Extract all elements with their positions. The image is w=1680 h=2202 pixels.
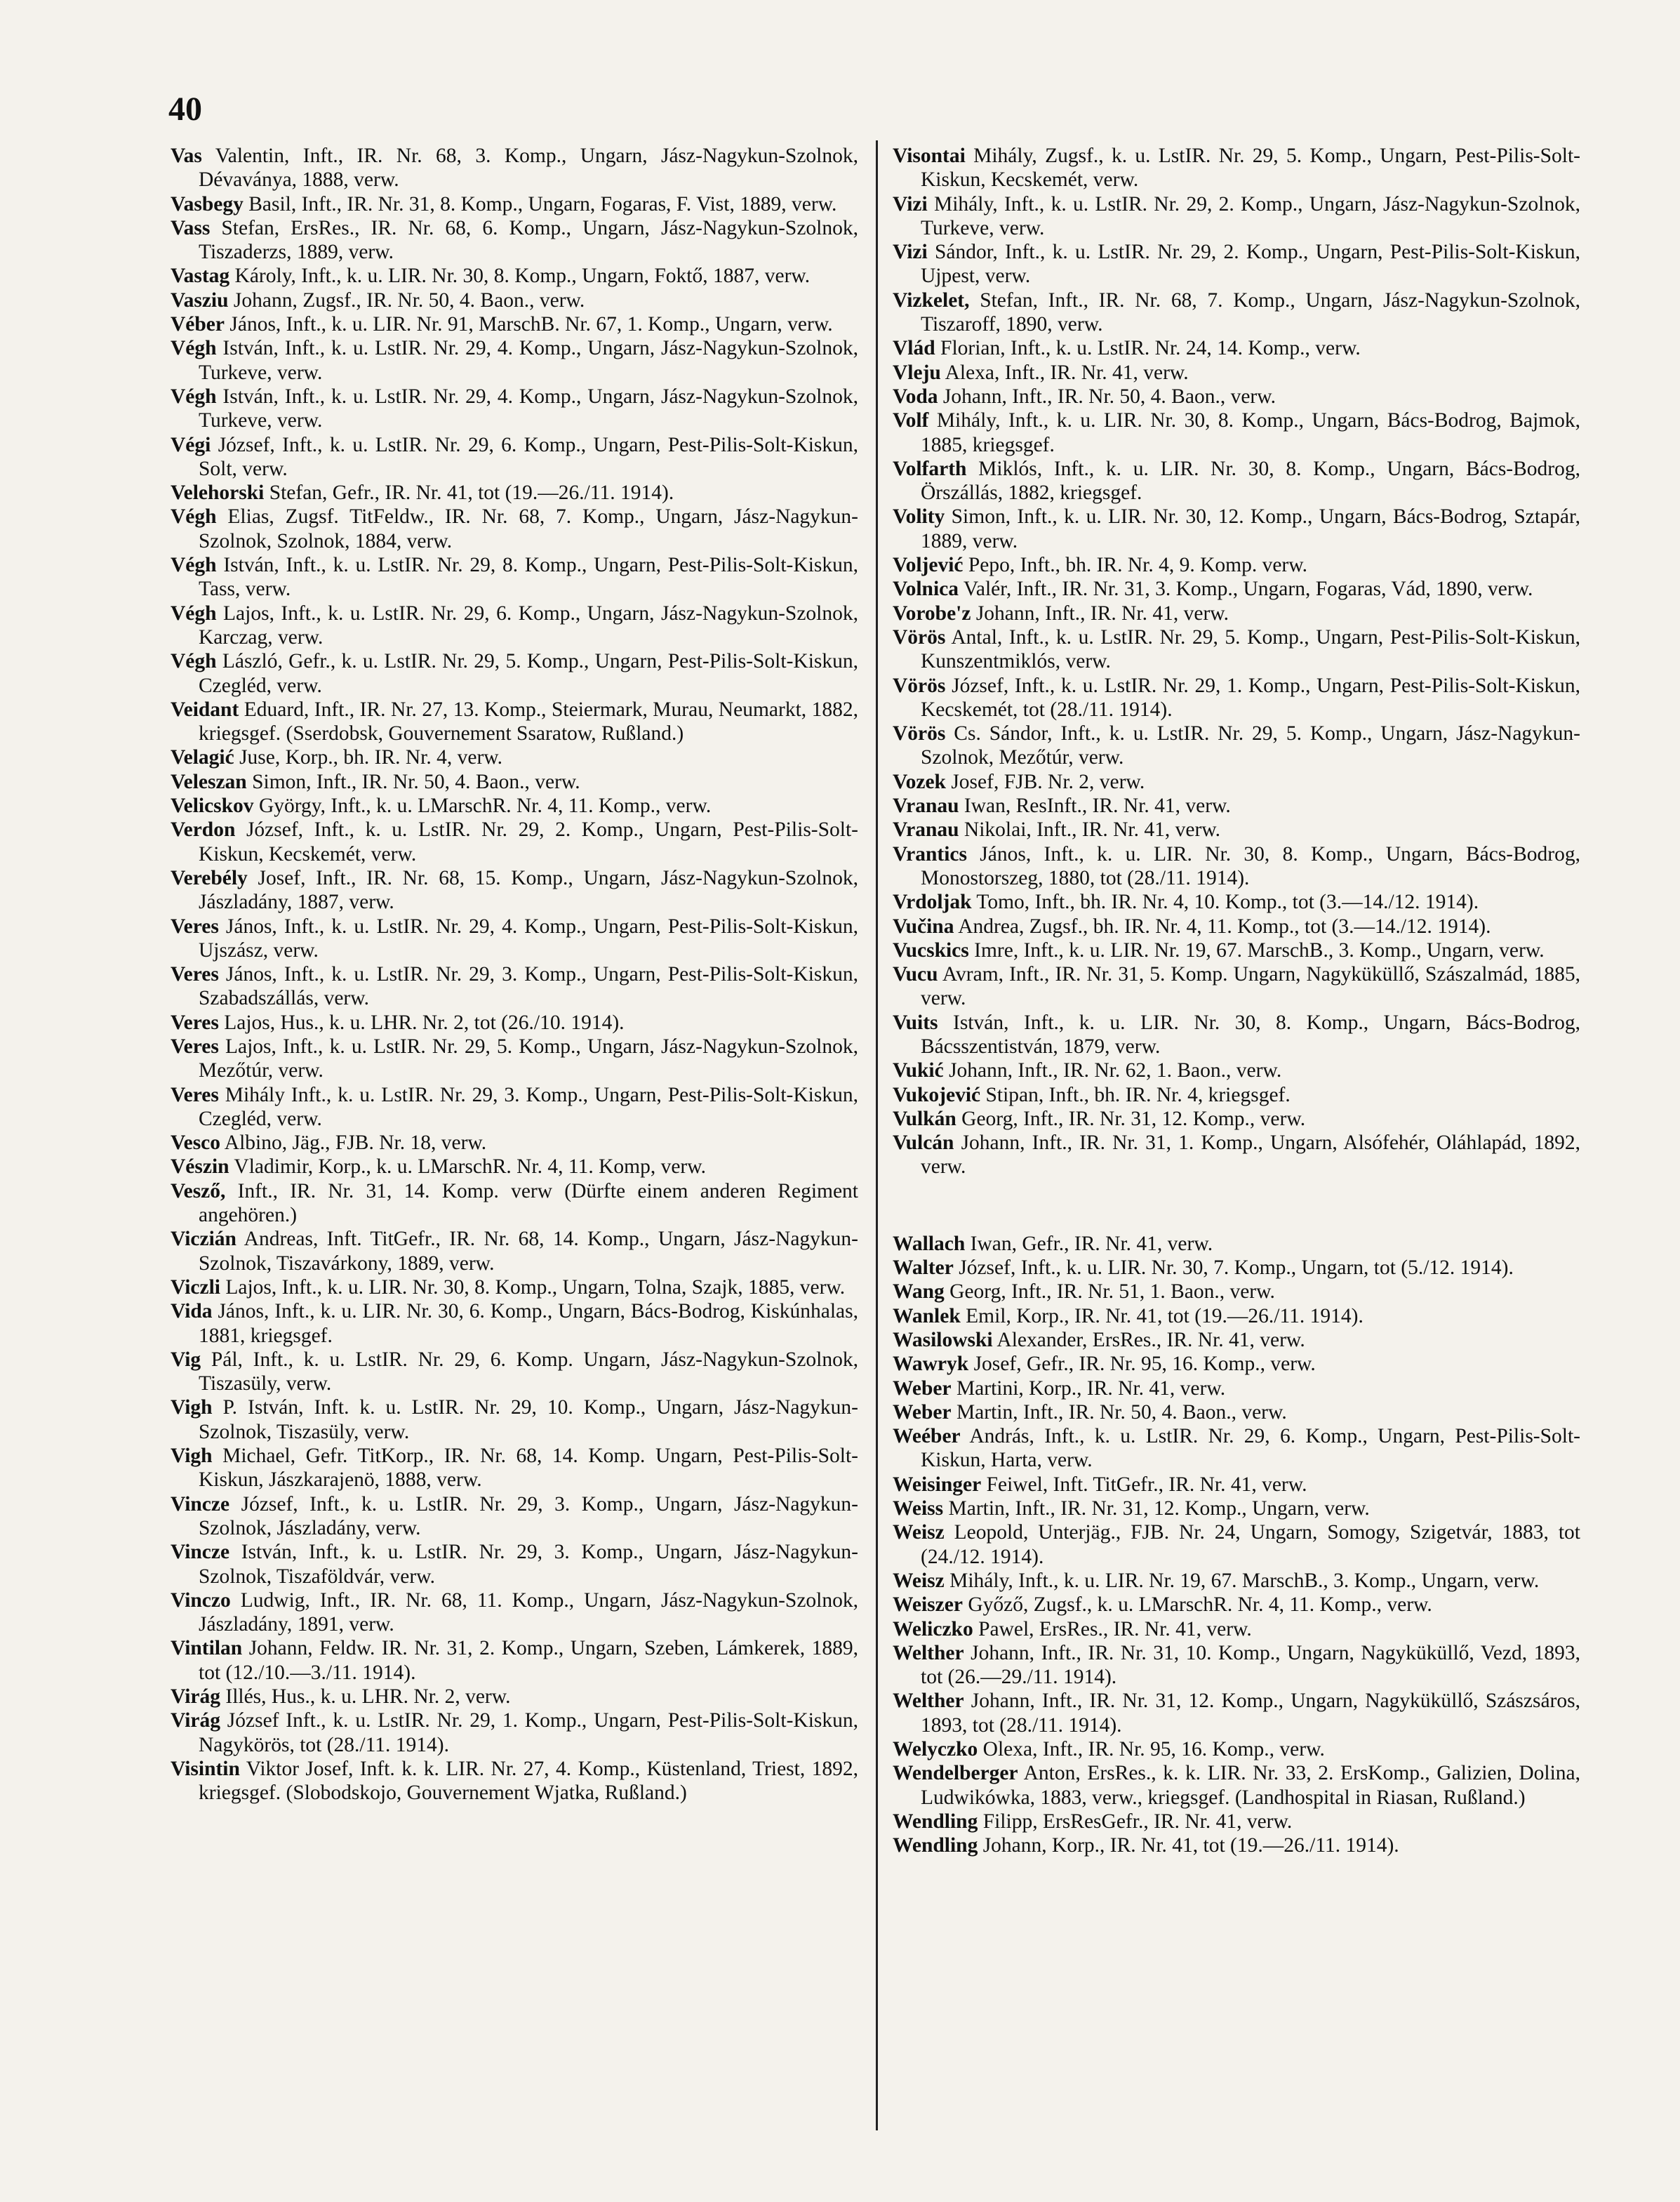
entry-details: Martin, Inft., IR. Nr. 31, 12. Komp., Ungarn, verw. [943, 1497, 1370, 1520]
entry-surname: Weiszer [893, 1593, 963, 1617]
list-entry [893, 1083, 1580, 1107]
right-column [893, 144, 1580, 1857]
entry-surname: Weisinger [893, 1473, 982, 1496]
entry-surname: Vuits [893, 1011, 938, 1034]
entry-details: Valér, Inft., IR. Nr. 31, 3. Komp., Ungarn, Fogaras, Vád, 1890, verw. [959, 578, 1533, 601]
entry-details: István, Inft., k. u. LIR. Nr. 30, 8. Komp., Ungarn, Bács-Bodrog, Bácsszentistván, 1879, verw. [921, 1011, 1580, 1058]
entry-details: Josef, FJB. Nr. 2, verw. [945, 770, 1145, 793]
entry-details: Martin, Inft., IR. Nr. 50, 4. Baon., verw. [951, 1400, 1287, 1424]
entry-surname: Vörös [893, 625, 946, 649]
entry-details: András, Inft., k. u. LstIR. Nr. 29, 6. Komp., Ungarn, Pest-Pilis-Solt-Kiskun, Harta, verw. [921, 1425, 1580, 1472]
entry-surname: Végh [171, 337, 217, 360]
entry-details: György, Inft., k. u. LMarschR. Nr. 4, 11. Komp., verw. [253, 795, 712, 818]
entry-details: Johann, Inft., IR. Nr. 62, 1. Baon., verw. [943, 1059, 1282, 1082]
list-entry [171, 794, 858, 818]
entry-details: Elias, Zugsf. TitFeldw., IR. Nr. 68, 7. Komp., Ungarn, Jász-Nagykun-Szolnok, Szolnok, 1884, verw. [199, 505, 858, 552]
list-entry [893, 674, 1580, 722]
entry-details: Ludwig, Inft., IR. Nr. 68, 11. Komp., Ungarn, Jász-Nagykun-Szolnok, Jászladány, 1891, verw. [199, 1589, 858, 1636]
list-entry [893, 1810, 1580, 1833]
entry-surname: Weisz [893, 1569, 945, 1592]
entry-details: József, Inft., k. u. LstIR. Nr. 29, 3. Komp., Ungarn, Jász-Nagykun-Szolnok, Jászladány, verw. [199, 1492, 858, 1539]
entry-surname: Vranau [893, 818, 959, 842]
list-entry [893, 1011, 1580, 1059]
list-entry [893, 1641, 1580, 1690]
list-entry [893, 1328, 1580, 1352]
list-entry [171, 1685, 858, 1709]
entry-surname: Veres [171, 1011, 219, 1034]
entry-surname: Weisz [893, 1521, 945, 1544]
entry-surname: Vulkán [893, 1107, 956, 1130]
list-entry [893, 1737, 1580, 1761]
list-entry [171, 385, 858, 433]
entry-details: Antal, Inft., k. u. LstIR. Nr. 29, 5. Komp., Ungarn, Pest-Pilis-Solt-Kiskun, Kunszentmiklós, verw. [921, 625, 1580, 673]
entry-details: Josef, Gefr., IR. Nr. 95, 16. Komp., verw. [968, 1353, 1316, 1376]
entry-surname: Vida [171, 1300, 213, 1323]
entry-surname: Vastag [171, 265, 230, 288]
list-entry [893, 457, 1580, 505]
list-entry [893, 938, 1580, 962]
entry-details: Pawel, ErsRes., IR. Nr. 41, verw. [973, 1617, 1252, 1640]
entry-details: Vladimir, Korp., k. u. LMarschR. Nr. 4, 11. Komp, verw. [229, 1155, 706, 1179]
list-entry [171, 1492, 858, 1541]
entry-details: Alexander, ErsRes., IR. Nr. 41, verw. [992, 1328, 1305, 1351]
entry-surname: Volnica [893, 578, 959, 601]
entry-details: Johann, Inft., IR. Nr. 31, 1. Komp., Ungarn, Alsófehér, Oláhlapád, 1892, verw. [921, 1132, 1580, 1179]
list-entry [893, 722, 1580, 770]
entry-surname: Vozek [893, 770, 946, 793]
entry-surname: Vesco [171, 1132, 221, 1155]
entry-details: József, Inft., k. u. LstIR. Nr. 29, 6. Komp., Ungarn, Pest-Pilis-Solt-Kiskun, Solt, verw. [199, 433, 858, 480]
list-entry [171, 1131, 858, 1155]
entry-details: Valentin, Inft., IR. Nr. 68, 3. Komp., Ungarn, Jász-Nagykun-Szolnok, Dévaványa, 1888, verw. [199, 145, 858, 192]
list-entry [171, 1179, 858, 1228]
entry-details: József, Inft., k. u. LstIR. Nr. 29, 2. Komp., Ungarn, Pest-Pilis-Solt-Kiskun, Kecskemét, verw. [199, 818, 858, 865]
entry-details: Johann, Inft., IR. Nr. 31, 12. Komp., Ungarn, Nagyküküllő, Szászsáros, 1893, tot (28./11. 1914). [921, 1690, 1580, 1737]
entry-surname: Vintilan [171, 1637, 243, 1660]
entry-surname: Végh [171, 602, 217, 625]
list-entry [893, 1689, 1580, 1737]
entry-details: Illés, Hus., k. u. LHR. Nr. 2, verw. [220, 1685, 511, 1708]
entry-surname: Vörös [893, 722, 946, 745]
entry-surname: Vigh [171, 1396, 213, 1419]
entry-surname: Vizi [893, 241, 928, 264]
entry-details: Lajos, Inft., k. u. LstIR. Nr. 29, 5. Komp., Ungarn, Jász-Nagykun-Szolnok, Mezőtúr, verw. [199, 1035, 858, 1082]
list-entry [893, 1352, 1580, 1376]
list-entry [171, 649, 858, 698]
list-entry [171, 1227, 858, 1275]
entry-surname: Veres [171, 1035, 219, 1058]
list-entry [893, 361, 1580, 385]
list-entry [171, 336, 858, 385]
entry-surname: Welyczko [893, 1738, 978, 1760]
entry-surname: Veres [171, 963, 219, 986]
list-entry [171, 144, 858, 192]
list-entry [893, 1593, 1580, 1617]
entry-surname: Weéber [893, 1425, 961, 1448]
entry-details: Károly, Inft., k. u. LIR. Nr. 30, 8. Komp., Ungarn, Foktő, 1887, verw. [229, 265, 811, 288]
list-entry [893, 1232, 1580, 1256]
entry-details: Lajos, Hus., k. u. LHR. Nr. 2, tot (26./10. 1914). [218, 1011, 625, 1034]
list-entry [171, 818, 858, 866]
entry-surname: Vasziu [171, 288, 229, 312]
entry-details: Johann, Zugsf., IR. Nr. 50, 4. Baon., verw. [228, 288, 585, 312]
list-entry [893, 1400, 1580, 1424]
list-entry [171, 433, 858, 482]
entry-surname: Vrdoljak [893, 891, 972, 914]
left-column [171, 144, 858, 1805]
entry-details: József Inft., k. u. LstIR. Nr. 29, 1. Komp., Ungarn, Pest-Pilis-Solt-Kiskun, Nagykörös, tot (28./11. 1914). [199, 1709, 858, 1756]
entry-surname: Veleszan [171, 770, 247, 793]
entry-surname: Vučina [893, 915, 954, 938]
entry-surname: Volity [893, 505, 945, 529]
entry-details: Martini, Korp., IR. Nr. 41, verw. [951, 1377, 1226, 1400]
list-entry [171, 288, 858, 312]
entry-details: János, Inft., k. u. LIR. Nr. 91, MarschB. Nr. 67, 1. Komp., Ungarn, verw. [225, 313, 833, 336]
list-entry [893, 336, 1580, 360]
entry-surname: Virág [171, 1709, 220, 1732]
entry-surname: Vig [171, 1348, 201, 1371]
entry-surname: Volfarth [893, 457, 967, 480]
list-entry [171, 866, 858, 915]
entry-surname: Vlád [893, 337, 935, 360]
entry-surname: Veres [171, 915, 219, 938]
list-entry [171, 1444, 858, 1492]
entry-surname: Végi [171, 433, 211, 456]
entry-surname: Vasbegy [171, 192, 244, 215]
list-entry [893, 962, 1580, 1011]
list-entry [171, 264, 858, 288]
list-entry [893, 890, 1580, 914]
list-entry [171, 1709, 858, 1757]
entry-details: Pepo, Inft., bh. IR. Nr. 4, 9. Komp. verw. [963, 554, 1308, 577]
entry-details: István, Inft., k. u. LstIR. Nr. 29, 8. Komp., Ungarn, Pest-Pilis-Solt-Kiskun, Tass, verw. [199, 554, 858, 601]
entry-details: János, Inft., k. u. LIR. Nr. 30, 8. Komp., Ungarn, Bács-Bodrog, Monostorszeg, 1880, tot (28./11. 1914). [921, 842, 1580, 889]
list-entry [893, 1377, 1580, 1400]
list-entry [893, 1473, 1580, 1497]
entry-details: Stefan, Inft., IR. Nr. 68, 7. Komp., Ungarn, Jász-Nagykun-Szolnok, Tiszaroff, 1890, verw. [921, 288, 1580, 336]
entry-surname: Wendling [893, 1810, 978, 1833]
list-entry [171, 698, 858, 746]
entry-surname: Végh [171, 554, 217, 577]
entry-surname: Vrantics [893, 842, 967, 865]
entry-surname: Volf [893, 409, 929, 432]
entry-details: Mihály, Inft., k. u. LstIR. Nr. 29, 2. Komp., Ungarn, Jász-Nagykun-Szolnok, Turkeve, verw. [921, 192, 1580, 239]
list-entry [893, 1280, 1580, 1304]
entry-details: Lajos, Inft., k. u. LIR. Nr. 30, 8. Komp., Ungarn, Tolna, Szajk, 1885, verw. [220, 1275, 846, 1299]
entry-details: Josef, Inft., IR. Nr. 68, 15. Komp., Ungarn, Jász-Nagykun-Szolnok, Jászladány, 1887, verw. [199, 866, 858, 914]
entry-surname: Walter [893, 1256, 954, 1280]
list-entry [893, 1304, 1580, 1328]
entry-surname: Vesző, [171, 1179, 226, 1202]
entry-details: Johann, Inft., IR. Nr. 31, 10. Komp., Ungarn, Nagyküküllő, Vezd, 1893, tot (26.—29./11. 1914). [921, 1641, 1580, 1689]
entry-surname: Vucskics [893, 938, 969, 962]
entry-details: Stefan, Gefr., IR. Nr. 41, tot (19.—26./11. 1914). [264, 482, 674, 505]
list-entry [893, 1520, 1580, 1569]
entry-surname: Vizi [893, 192, 928, 215]
list-entry [893, 577, 1580, 601]
list-entry [171, 745, 858, 769]
entry-surname: Weiss [893, 1497, 944, 1520]
entry-surname: Voda [893, 385, 938, 408]
entry-details: Filipp, ErsResGefr., IR. Nr. 41, verw. [978, 1810, 1293, 1833]
list-entry [171, 192, 858, 216]
entry-surname: Welther [893, 1690, 964, 1713]
entry-surname: Weber [893, 1400, 952, 1424]
entry-details: Emil, Korp., IR. Nr. 41, tot (19.—26./11. 1914). [960, 1304, 1364, 1327]
list-entry [171, 1757, 858, 1805]
entry-details: Anton, ErsRes., k. k. LIR. Nr. 33, 2. ErsKomp., Galizien, Dolina, Ludwikówka, 1883, verw., kriegsgef. (Landhospital in Riasan, Rußland.) [921, 1762, 1580, 1809]
entry-details: Nikolai, Inft., IR. Nr. 41, verw. [959, 818, 1221, 842]
list-entry [171, 481, 858, 505]
list-entry [171, 915, 858, 963]
entry-surname: Vranau [893, 795, 959, 818]
entry-surname: Welther [893, 1641, 964, 1664]
entry-details: Simon, Inft., IR. Nr. 50, 4. Baon., verw. [246, 770, 580, 793]
entry-details: Viktor Josef, Inft. k. k. LIR. Nr. 27, 4. Komp., Küstenland, Triest, 1892, kriegsgef. (Slobodskojo, Gouvernement Wjatka, Rußland.) [199, 1757, 858, 1805]
entry-surname: Viczli [171, 1275, 220, 1299]
list-entry [893, 1059, 1580, 1082]
entry-details: Pál, Inft., k. u. LstIR. Nr. 29, 6. Komp. Ungarn, Jász-Nagykun-Szolnok, Tiszasüly, verw. [199, 1348, 858, 1395]
list-entry [893, 818, 1580, 842]
list-entry [171, 1275, 858, 1299]
entry-details: János, Inft., k. u. LIR. Nr. 30, 6. Komp., Ungarn, Bács-Bodrog, Kiskúnhalas, 1881, kriegsgef. [199, 1300, 858, 1347]
entry-details: Eduard, Inft., IR. Nr. 27, 13. Komp., Steiermark, Murau, Neumarkt, 1882, kriegsgef. (Sserdobsk, Gouvernement Ssaratow, Rußland.) [199, 698, 858, 745]
entry-details: Tomo, Inft., bh. IR. Nr. 4, 10. Komp., tot (3.—14./12. 1914). [971, 891, 1479, 914]
list-entry [893, 385, 1580, 409]
entry-surname: Viczián [171, 1228, 236, 1251]
entry-surname: Velagić [171, 746, 234, 769]
list-entry [171, 1299, 858, 1348]
entry-details: Alexa, Inft., IR. Nr. 41, verw. [940, 361, 1189, 384]
entry-details: Juse, Korp., bh. IR. Nr. 4, verw. [234, 746, 503, 769]
list-entry [171, 1011, 858, 1035]
entry-surname: Visontai [893, 145, 966, 167]
entry-details: Olexa, Inft., IR. Nr. 95, 16. Komp., verw. [978, 1738, 1325, 1760]
entry-surname: Vucu [893, 963, 938, 986]
entry-details: Miklós, Inft., k. u. LIR. Nr. 30, 8. Komp., Ungarn, Bács-Bodrog, Örszállás, 1882, kriegsgef. [921, 457, 1580, 505]
list-entry [893, 144, 1580, 192]
list-entry [893, 553, 1580, 577]
entry-surname: Végh [171, 385, 217, 408]
list-entry [171, 1540, 858, 1589]
entry-surname: Wasilowski [893, 1328, 993, 1351]
entry-details: Johann, Feldw. IR. Nr. 31, 2. Komp., Ungarn, Szeben, Lámkerek, 1889, tot (12./10.—3./11. 1914). [199, 1637, 858, 1684]
entry-details: Florian, Inft., k. u. LstIR. Nr. 24, 14. Komp., verw. [935, 337, 1361, 360]
entry-details: Sándor, Inft., k. u. LstIR. Nr. 29, 2. Komp., Ungarn, Pest-Pilis-Solt-Kiskun, Ujpest, verw. [921, 241, 1580, 288]
list-entry [171, 770, 858, 794]
entry-details: Albino, Jäg., FJB. Nr. 18, verw. [220, 1132, 487, 1155]
entry-surname: Verdon [171, 818, 236, 842]
entry-surname: Vészin [171, 1155, 229, 1179]
list-entry [171, 602, 858, 650]
entry-details: Inft., IR. Nr. 31, 14. Komp. verw (Dürfte einem anderen Regiment angehören.) [199, 1179, 858, 1227]
entry-details: István, Inft., k. u. LstIR. Nr. 29, 4. Komp., Ungarn, Jász-Nagykun-Szolnok, Turkeve, verw. [199, 385, 858, 432]
section-gap [893, 1179, 1580, 1232]
entry-details: Johann, Inft., IR. Nr. 41, verw. [971, 602, 1229, 625]
entry-surname: Wendling [893, 1834, 978, 1857]
entry-details: Stipan, Inft., bh. IR. Nr. 4, kriegsgef. [980, 1083, 1291, 1106]
list-entry [893, 794, 1580, 818]
entry-details: Imre, Inft., k. u. LIR. Nr. 19, 67. MarschB., 3. Komp., Ungarn, verw. [968, 938, 1545, 962]
entry-details: János, Inft., k. u. LstIR. Nr. 29, 4. Komp., Ungarn, Pest-Pilis-Solt-Kiskun, Ujszász, verw. [199, 915, 858, 962]
list-entry [893, 1107, 1580, 1131]
list-entry [893, 1497, 1580, 1520]
list-entry [171, 505, 858, 553]
list-entry [171, 962, 858, 1011]
entry-surname: Voljević [893, 554, 964, 577]
entry-surname: Vass [171, 216, 211, 239]
entry-surname: Virág [171, 1685, 220, 1708]
entry-surname: Wendelberger [893, 1762, 1018, 1785]
entry-surname: Weliczko [893, 1617, 973, 1640]
entry-surname: Verebély [171, 866, 248, 889]
entry-details: Győző, Zugsf., k. u. LMarschR. Nr. 4, 11. Komp., verw. [962, 1593, 1432, 1617]
list-entry [893, 842, 1580, 891]
entry-surname: Véber [171, 313, 225, 336]
entry-details: József, Inft., k. u. LIR. Nr. 30, 7. Komp., Ungarn, tot (5./12. 1914). [953, 1256, 1514, 1280]
list-entry [893, 1833, 1580, 1857]
entry-details: Andreas, Inft. TitGefr., IR. Nr. 68, 14. Komp., Ungarn, Jász-Nagykun-Szolnok, Tiszavárkony, 1889, verw. [199, 1228, 858, 1275]
entry-details: Cs. Sándor, Inft., k. u. LstIR. Nr. 29, 5. Komp., Ungarn, Jász-Nagykun-Szolnok, Mezőtúr, verw. [921, 722, 1580, 769]
entry-surname: Veidant [171, 698, 239, 721]
entry-details: Iwan, Gefr., IR. Nr. 41, verw. [965, 1232, 1213, 1255]
entry-surname: Vukić [893, 1059, 944, 1082]
entry-surname: Wanlek [893, 1304, 961, 1327]
list-entry [893, 1424, 1580, 1473]
entry-surname: Vinczo [171, 1589, 231, 1612]
entry-details: Feiwel, Inft. TitGefr., IR. Nr. 41, verw. [981, 1473, 1307, 1496]
entry-details: Johann, Korp., IR. Nr. 41, tot (19.—26./11. 1914). [978, 1834, 1399, 1857]
list-entry [893, 505, 1580, 553]
entry-details: Mihály, Zugsf., k. u. LstIR. Nr. 29, 5. Komp., Ungarn, Pest-Pilis-Solt-Kiskun, Kecskemét, verw. [921, 145, 1580, 192]
list-entry [893, 1256, 1580, 1280]
entry-surname: Vizkelet, [893, 288, 970, 312]
list-entry [893, 240, 1580, 288]
entry-surname: Végh [171, 505, 217, 529]
entry-surname: Wawryk [893, 1353, 969, 1376]
entry-surname: Végh [171, 650, 217, 673]
entry-details: Johann, Inft., IR. Nr. 50, 4. Baon., verw. [938, 385, 1276, 408]
entry-details: Stefan, ErsRes., IR. Nr. 68, 6. Komp., Ungarn, Jász-Nagykun-Szolnok, Tiszaderzs, 1889, verw. [199, 216, 858, 264]
entry-surname: Vukojević [893, 1083, 981, 1106]
list-entry [893, 770, 1580, 794]
entry-details: László, Gefr., k. u. LstIR. Nr. 29, 5. Komp., Ungarn, Pest-Pilis-Solt-Kiskun, Czegléd, verw. [199, 650, 858, 697]
entry-surname: Velehorski [171, 482, 265, 505]
entry-surname: Visintin [171, 1757, 240, 1780]
entry-surname: Vas [171, 145, 202, 167]
list-entry [893, 602, 1580, 625]
list-entry [893, 409, 1580, 457]
list-entry [171, 1589, 858, 1637]
list-entry [893, 1761, 1580, 1810]
list-entry [171, 1083, 858, 1132]
list-entry [893, 288, 1580, 337]
entry-surname: Wang [893, 1280, 945, 1304]
list-entry [171, 1155, 858, 1179]
entry-details: P. István, Inft. k. u. LstIR. Nr. 29, 10. Komp., Ungarn, Jász-Nagykun-Szolnok, Tiszasüly, verw. [199, 1396, 858, 1443]
entry-details: Mihály, Inft., k. u. LIR. Nr. 19, 67. MarschB., 3. Komp., Ungarn, verw. [944, 1569, 1540, 1592]
entry-surname: Wallach [893, 1232, 966, 1255]
entry-surname: Vörös [893, 674, 946, 697]
entry-details: István, Inft., k. u. LstIR. Nr. 29, 3. Komp., Ungarn, Jász-Nagykun-Szolnok, Tiszaföldvár, verw. [199, 1541, 858, 1588]
entry-details: János, Inft., k. u. LstIR. Nr. 29, 3. Komp., Ungarn, Pest-Pilis-Solt-Kiskun, Szabadszállás, verw. [199, 963, 858, 1010]
list-entry [893, 915, 1580, 938]
entry-details: Michael, Gefr. TitKorp., IR. Nr. 68, 14. Komp. Ungarn, Pest-Pilis-Solt-Kiskun, Jászkarajenö, 1888, verw. [199, 1445, 858, 1492]
list-entry [893, 1131, 1580, 1179]
list-entry [893, 1569, 1580, 1593]
list-entry [171, 1348, 858, 1396]
entry-details: Leopold, Unterjäg., FJB. Nr. 24, Ungarn, Somogy, Szigetvár, 1883, tot (24./12. 1914). [921, 1521, 1580, 1568]
entry-surname: Vleju [893, 361, 941, 384]
list-entry [171, 1035, 858, 1083]
entry-details: Avram, Inft., IR. Nr. 31, 5. Komp. Ungarn, Nagyküküllő, Szászalmád, 1885, verw. [921, 963, 1580, 1010]
entry-surname: Velicskov [171, 795, 254, 818]
entry-surname: Vincze [171, 1541, 230, 1564]
entry-surname: Weber [893, 1377, 952, 1400]
list-entry [171, 216, 858, 265]
list-entry [171, 312, 858, 336]
entry-details: József, Inft., k. u. LstIR. Nr. 29, 1. Komp., Ungarn, Pest-Pilis-Solt-Kiskun, Kecskemét, tot (28./11. 1914). [921, 674, 1580, 721]
list-entry [171, 1395, 858, 1444]
list-entry [893, 1617, 1580, 1641]
entry-details: Simon, Inft., k. u. LIR. Nr. 30, 12. Komp., Ungarn, Bács-Bodrog, Sztapár, 1889, verw. [921, 505, 1580, 552]
entry-details: Georg, Inft., IR. Nr. 51, 1. Baon., verw. [944, 1280, 1275, 1304]
entry-details: Mihály Inft., k. u. LstIR. Nr. 29, 3. Komp., Ungarn, Pest-Pilis-Solt-Kiskun, Czegléd, verw. [199, 1083, 858, 1130]
entry-surname: Vorobe'z [893, 602, 971, 625]
entry-details: Mihály, Inft., k. u. LIR. Nr. 30, 8. Komp., Ungarn, Bács-Bodrog, Bajmok, 1885, kriegsgef. [921, 409, 1580, 456]
column-divider [876, 140, 878, 2130]
entry-details: Lajos, Inft., k. u. LstIR. Nr. 29, 6. Komp., Ungarn, Jász-Nagykun-Szolnok, Karczag, verw. [199, 602, 858, 649]
entry-details: Andrea, Zugsf., bh. IR. Nr. 4, 11. Komp., tot (3.—14./12. 1914). [954, 915, 1491, 938]
entry-surname: Vincze [171, 1492, 230, 1515]
entry-surname: Vigh [171, 1445, 213, 1468]
entry-details: Georg, Inft., IR. Nr. 31, 12. Komp., verw. [956, 1107, 1306, 1130]
entry-details: István, Inft., k. u. LstIR. Nr. 29, 4. Komp., Ungarn, Jász-Nagykun-Szolnok, Turkeve, verw. [199, 337, 858, 384]
entry-surname: Veres [171, 1083, 219, 1106]
list-entry [893, 625, 1580, 674]
entry-details: Basil, Inft., IR. Nr. 31, 8. Komp., Ungarn, Fogaras, F. Vist, 1889, verw. [243, 192, 837, 215]
entry-details: Iwan, ResInft., IR. Nr. 41, verw. [959, 795, 1231, 818]
list-entry [893, 192, 1580, 241]
list-entry [171, 553, 858, 602]
list-entry [171, 1636, 858, 1685]
page-number: 40 [168, 91, 202, 128]
entry-surname: Vulcán [893, 1132, 954, 1155]
